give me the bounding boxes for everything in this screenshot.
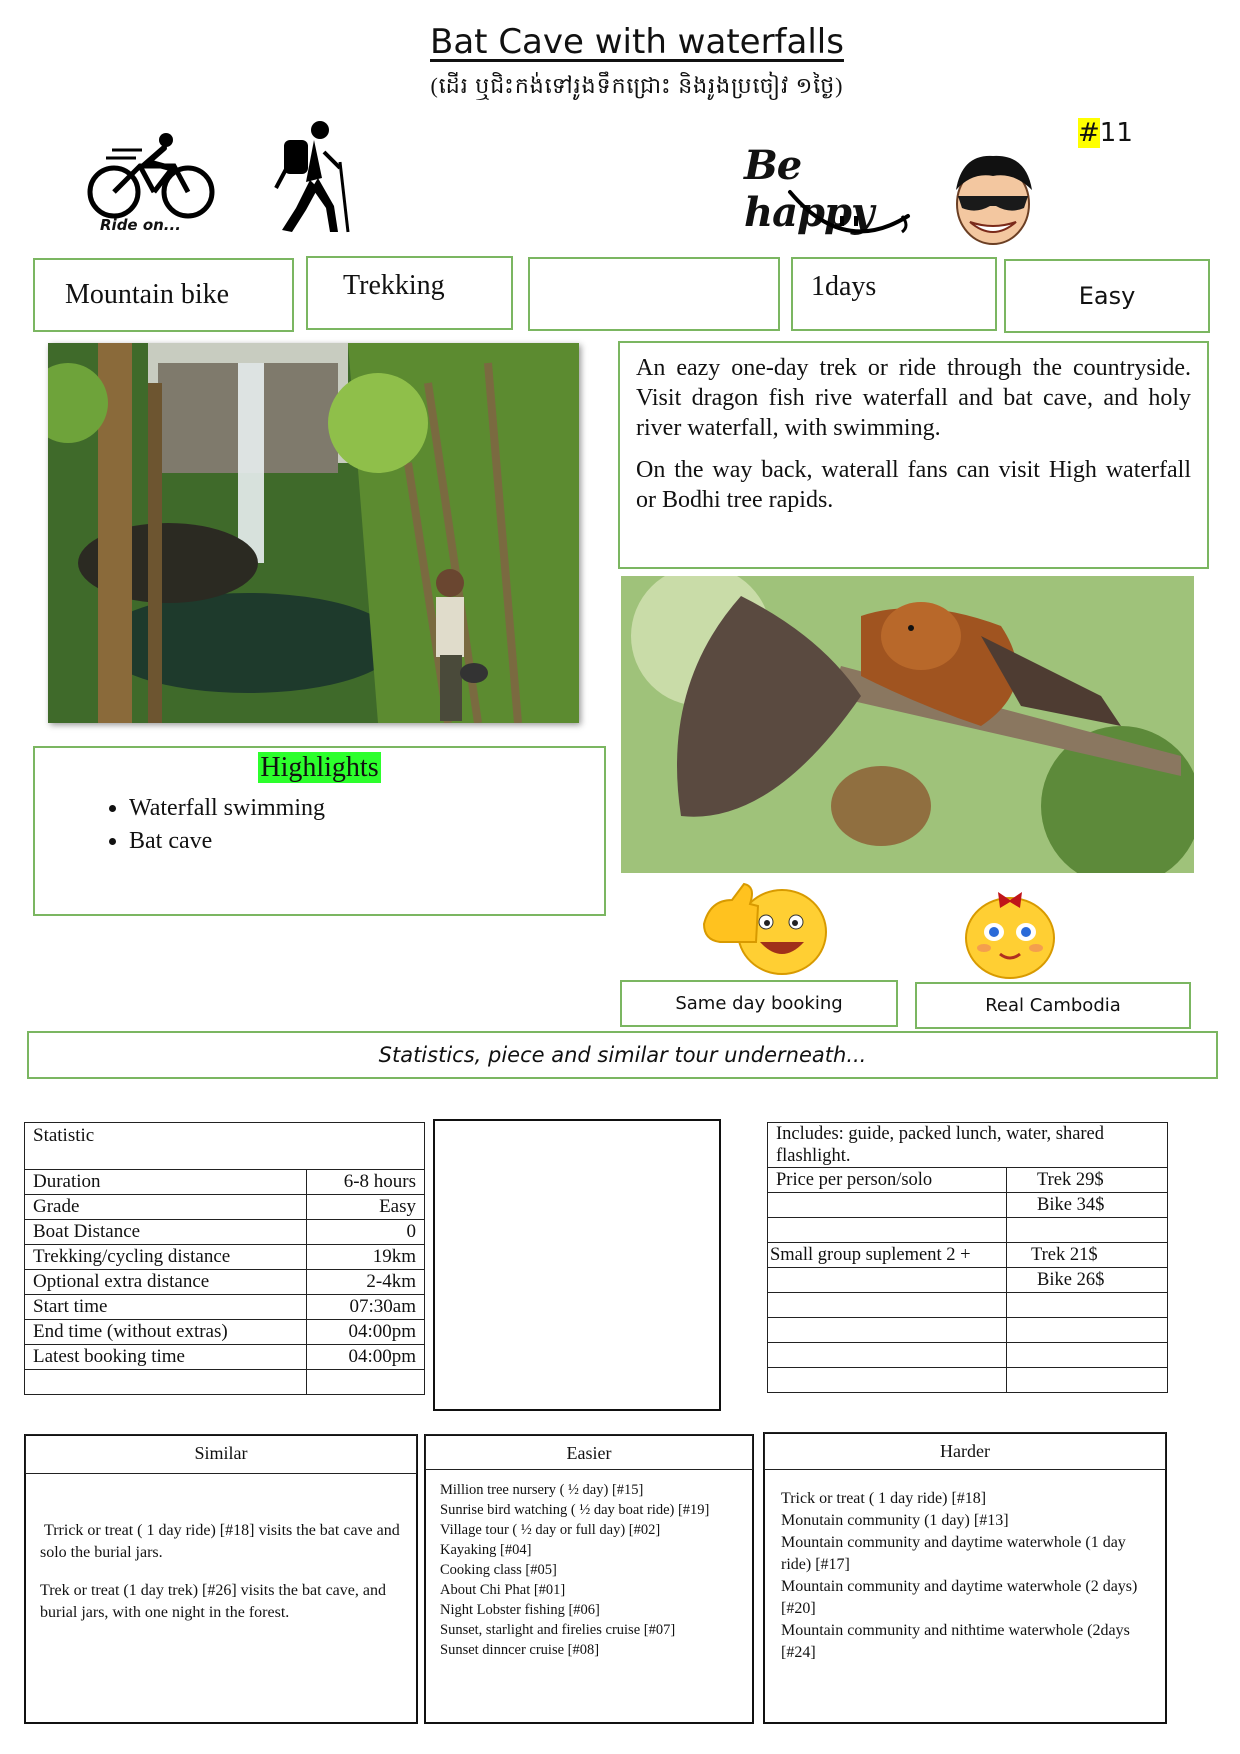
list-item: Night Lobster fishing [#06] — [440, 1602, 600, 1618]
same-day-booking-badge: Same day booking — [620, 980, 898, 1027]
highlight-item: • Waterfall swimming — [129, 792, 604, 825]
statistic-table — [24, 1122, 425, 1395]
list-item: Village tour ( ½ day or full day) [#02] — [440, 1522, 661, 1538]
easier-list — [440, 1480, 746, 1660]
tag-trekking: Trekking — [306, 256, 513, 330]
statistics-banner: Statistics, piece and similar tour underneath... — [27, 1031, 1218, 1079]
table-row: Start time 07:30am — [25, 1295, 425, 1320]
similar-item: Trek or treat (1 day trek) [#26] visits the bat cave, and burial jars, with one night in the forest. — [40, 1582, 386, 1621]
bicycle-icon — [82, 132, 222, 242]
list-item: Sunset, starlight and firelies cruise [#07] — [440, 1622, 676, 1638]
table-row — [768, 1368, 1168, 1393]
empty-map-box — [433, 1119, 721, 1411]
list-item: Cooking class [#05] — [440, 1562, 557, 1578]
similar-item: Trrick or treat ( 1 day ride) [#18] visits the bat cave and solo the burial jars. — [40, 1522, 400, 1561]
khmer-subtitle: (ដើរ ឬជិះកង់ទៅរូងទឹកជ្រោះ និងរូងប្រចៀវ ១ថ្ងៃ) — [430, 73, 844, 98]
table-row — [768, 1293, 1168, 1318]
similar-body — [40, 1520, 402, 1640]
real-cambodia-badge: Real Cambodia — [915, 982, 1191, 1029]
statistic-header: Statistic — [25, 1123, 425, 1170]
includes-text: Includes: guide, packed lunch, water, shared flashlight. — [768, 1123, 1168, 1168]
page-title: Bat Cave with waterfalls — [430, 22, 844, 62]
tag-duration: 1days — [791, 257, 997, 331]
table-row — [768, 1218, 1168, 1243]
highlights-box — [33, 746, 606, 916]
table-row: Boat Distance 0 — [25, 1220, 425, 1245]
harder-list — [781, 1488, 1153, 1664]
be-happy-text: Be happy — [744, 142, 874, 236]
list-item: Sunrise bird watching ( ½ day boat ride) [#19] — [440, 1502, 710, 1518]
table-row: Optional extra distance 2-4km — [25, 1270, 425, 1295]
list-item: Million tree nursery ( ½ day) [#15] — [440, 1482, 644, 1498]
table-row — [768, 1343, 1168, 1368]
waterfall-photo — [48, 343, 579, 723]
list-item: Monutain community (1 day) [#13] — [781, 1512, 1009, 1529]
bat-photo — [621, 576, 1194, 873]
table-row: Small group suplement 2 + Trek 21$ — [768, 1243, 1168, 1268]
list-item: Mountain community and nithtime waterwhole (2days [#24] — [781, 1622, 1130, 1661]
tag-mountain-bike: Mountain bike — [33, 258, 294, 332]
description-paragraph-1: An eazy one-day trek or ride through the countryside. Visit dragon fish rive waterfall and bat cave, and holy river waterfall, with swimming. — [636, 355, 1191, 441]
cartoon-face-icon — [944, 150, 1042, 246]
pricing-table — [767, 1122, 1168, 1393]
table-row: End time (without extras) 04:00pm — [25, 1320, 425, 1345]
description-paragraph-2: On the way back, waterall fans can visit High waterfall or Bodhi tree rapids. — [636, 457, 1191, 513]
list-item: About Chi Phat [#01] — [440, 1582, 566, 1598]
thumbs-up-emoji-icon — [700, 880, 830, 980]
list-item: Sunset dinncer cruise [#08] — [440, 1642, 600, 1658]
tour-number: #11 — [1078, 118, 1133, 148]
tag-empty — [528, 257, 780, 331]
harder-header: Harder — [764, 1432, 1166, 1470]
be-happy-logo — [744, 136, 930, 248]
table-row: Bike 26$ — [768, 1268, 1168, 1293]
easier-header: Easier — [425, 1434, 753, 1470]
table-row — [768, 1318, 1168, 1343]
list-item: Kayaking [#04] — [440, 1542, 532, 1558]
ride-on-label: Ride on... — [100, 216, 181, 234]
highlights-title: Highlights — [260, 752, 379, 783]
list-item: Trick or treat ( 1 day ride) [#18] — [781, 1490, 987, 1507]
list-item: Mountain community and daytime waterwhole (1 day ride) [#17] — [781, 1534, 1126, 1573]
list-item: Mountain community and daytime waterwhole (2 days) [#20] — [781, 1578, 1138, 1617]
table-row — [25, 1370, 425, 1395]
smiling-girl-emoji-icon — [960, 884, 1060, 984]
tag-grade: Easy — [1004, 259, 1210, 333]
table-row: Duration 6-8 hours — [25, 1170, 425, 1195]
table-row: Latest booking time 04:00pm — [25, 1345, 425, 1370]
hiker-icon — [262, 118, 362, 238]
description-box — [618, 341, 1209, 569]
table-row: Price per person/solo Trek 29$ — [768, 1168, 1168, 1193]
highlight-item: • Bat cave — [129, 825, 604, 858]
table-row: Trekking/cycling distance 19km — [25, 1245, 425, 1270]
similar-header: Similar — [25, 1434, 417, 1474]
table-row: Bike 34$ — [768, 1193, 1168, 1218]
table-row: Grade Easy — [25, 1195, 425, 1220]
highlights-list — [93, 792, 604, 858]
